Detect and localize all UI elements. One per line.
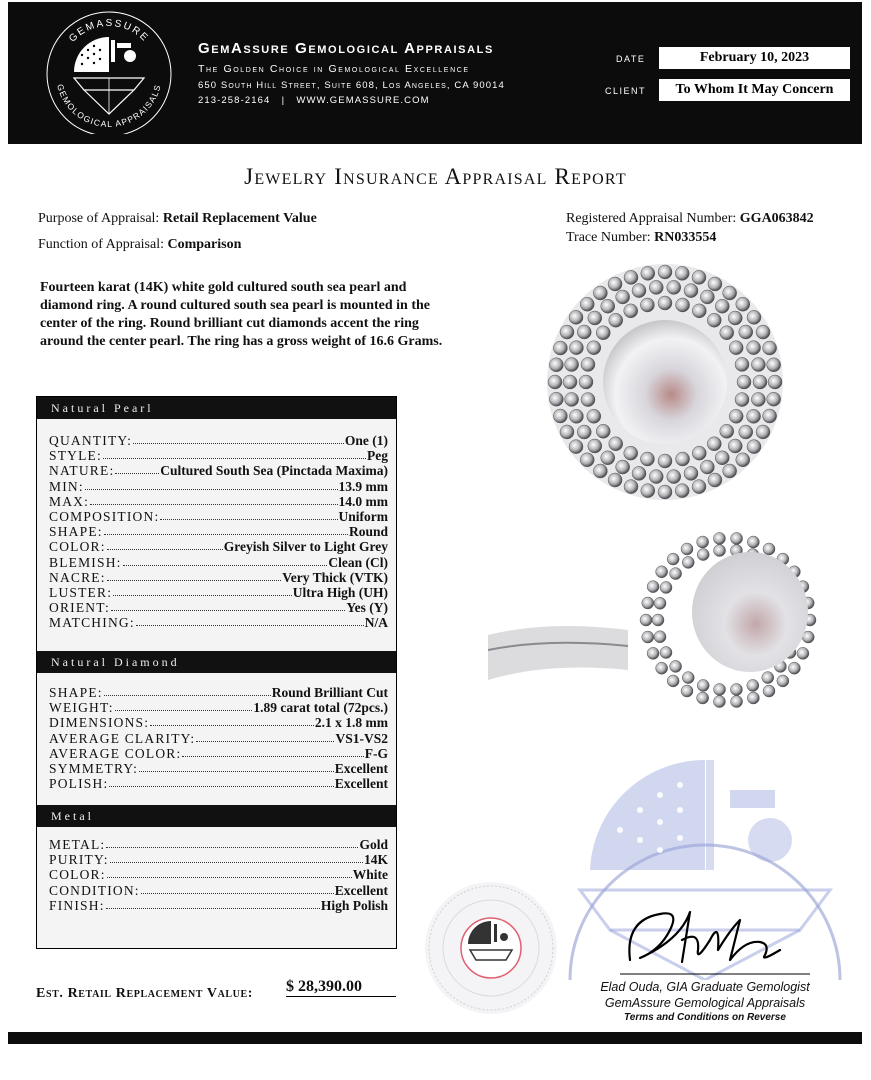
pearl-row-value: Peg [367,448,388,464]
halo-diamond [707,313,721,327]
metal-row [49,837,388,852]
halo-diamond [675,484,689,498]
halo-diamond [692,270,706,284]
halo-diamond [569,310,583,324]
dot-leader [110,852,363,863]
halo-diamond [767,358,781,372]
halo-diamond [549,392,563,406]
pearl-row-label: MATCHING: [49,615,135,631]
pearl-row [49,479,388,494]
halo-diamond [723,286,737,300]
halo-diamond [723,464,737,478]
halo-diamond [762,672,774,684]
halo-diamond [601,299,615,313]
pearl-row [49,600,388,615]
pearl-row-value: Very Thick (VTK) [282,569,388,585]
diamond-heading: Natural Diamond [37,651,396,673]
pearl-row [49,463,388,478]
halo-diamond [616,290,630,304]
dot-leader [139,761,334,772]
halo-diamond [753,375,767,389]
purpose-label: Purpose of Appraisal: [38,211,160,226]
dot-leader [136,615,364,626]
diamond-row-label: SHAPE: [49,685,103,700]
function-label: Function of Appraisal: [38,237,164,252]
footer-bar [8,1032,862,1044]
halo-diamond [577,325,591,339]
halo-diamond [563,375,577,389]
diamond-row [49,685,388,700]
dot-leader [107,539,223,550]
halo-diamond [739,325,753,339]
halo-diamond [684,284,698,298]
halo-diamond [581,357,595,371]
dot-leader [141,883,334,894]
company-address: 650 South Hill Street, Suite 608, Los Angeles, CA 90014 [198,80,505,91]
halo-diamond [565,358,579,372]
halo-diamond [682,672,694,684]
pearl-row-label: NATURE: [49,463,115,479]
halo-diamond [580,453,594,467]
halo-diamond [715,299,729,313]
gemassure-seal-logo [44,10,174,134]
pearl-row [49,509,388,524]
diamond-row-value: Excellent [334,776,388,792]
diamond-row-value: Round Brilliant Cut [271,685,388,700]
registered-number-line [566,211,814,227]
dot-leader [85,479,338,490]
pearl-row-label: BLEMISH: [49,554,122,570]
halo-diamond [763,409,777,423]
svg-text:GEMASSURE: GEMASSURE [67,17,151,45]
halo-diamond [624,446,638,460]
dot-leader [150,715,314,726]
halo-diamond [609,437,623,451]
halo-diamond [763,685,775,697]
metal-row-value: White [352,867,388,883]
halo-diamond [797,647,809,659]
metal-row-value: High Polish [320,897,388,913]
metal-row-label: CONDITION: [49,882,140,898]
svg-text:GEMOLOGICAL APPRAISALS: GEMOLOGICAL APPRAISALS [55,82,163,130]
company-phone: 213-258-2164 [198,95,271,106]
halo-diamond [624,304,638,318]
halo-diamond [763,341,777,355]
pearl-row-label: ORIENT: [49,600,110,616]
metal-row-label: FINISH: [49,897,105,913]
halo-diamond [632,284,646,298]
pearl-row-value: N/A [364,615,388,631]
halo-diamond [708,277,722,291]
halo-diamond [708,473,722,487]
metal-row [49,867,388,882]
halo-diamond [747,409,761,423]
pearl-row-label: COLOR: [49,539,106,555]
halo-diamond [658,485,672,499]
diamond-row-label: WEIGHT: [49,700,114,716]
halo-diamond [731,696,743,708]
halo-diamond [667,470,681,484]
halo-diamond [553,341,567,355]
diamond-row-value: F-G [364,745,388,761]
estimate-value: $ 28,390.00 [286,978,396,997]
halo-diamond [713,532,725,544]
trace-value: RN033554 [654,230,717,245]
halo-diamond [675,266,689,280]
metal-row-value: Excellent [334,882,388,898]
estimate-label: Est. Retail Replacement Value: [36,986,254,1001]
pearl-row-label: SHAPE: [49,524,103,540]
pearl-row [49,555,388,570]
halo-diamond [640,298,654,312]
pearl-row [49,539,388,554]
dot-leader [115,700,253,711]
halo-diamond [588,311,602,325]
pearl-row-value: One (1) [344,433,388,448]
hologram-seal [408,880,574,1020]
diamond-row-value: Excellent [334,761,388,776]
metal-heading: Metal [37,805,396,827]
item-description: Fourteen karat (14K) white gold cultured south sea pearl and diamond ring. A round cultured south sea pearl is mounted in the center of the ring. Round brilliant cut diamonds accent the ring around the center pearl. The ring has a gross weight of 16.6 Grams. [40,280,443,349]
halo-diamond [777,675,789,687]
dot-leader [106,898,320,909]
halo-diamond [640,452,654,466]
halo-diamond [656,662,668,674]
metal-row [49,852,388,867]
halo-diamond [667,280,681,294]
halo-diamond [728,311,742,325]
pearl-row-value: Round [348,524,388,540]
reg-value: GGA063842 [739,211,814,226]
pearl-heading: Natural Pearl [37,397,396,419]
client-value: To Whom It May Concern [659,79,850,101]
diamond-row-value: 1.89 carat total (72pcs.) [253,700,388,716]
halo-diamond [720,326,734,340]
halo-diamond [581,393,595,407]
halo-diamond [736,453,750,467]
dot-leader [160,509,337,520]
pearl-row-value: Uniform [338,509,388,524]
dot-leader [115,463,159,474]
trace-number-line [566,230,716,246]
halo-diamond [730,683,742,695]
signer-name: Elad Ouda, GIA Graduate Gemologist [600,980,810,994]
dot-leader [107,867,352,878]
client-label: CLIENT [605,86,647,96]
metal-row-label: PURITY: [49,852,109,868]
halo-diamond [697,692,709,704]
halo-diamond [588,439,602,453]
halo-diamond [736,297,750,311]
halo-diamond [739,425,753,439]
halo-diamond [601,451,615,465]
halo-diamond [676,298,690,312]
diamond-row-label: DIMENSIONS: [49,715,150,731]
halo-diamond [560,325,574,339]
halo-diamond [747,536,759,548]
halo-diamond [640,614,652,626]
diamond-row [49,761,388,776]
halo-diamond [681,543,693,555]
pearl-row-value: 13.9 mm [338,478,388,494]
halo-diamond [641,484,655,498]
halo-diamond [587,409,601,423]
signature-graphic [620,900,810,978]
purpose-value: Retail Replacement Value [162,211,317,226]
halo-diamond [565,392,579,406]
halo-diamond [729,341,743,355]
halo-diamond [632,466,646,480]
dot-leader [182,746,363,757]
halo-diamond [616,460,630,474]
halo-diamond [747,692,759,704]
diamond-row [49,731,388,746]
halo-diamond [767,392,781,406]
report-title: Jewelry Insurance Appraisal Report [244,164,627,189]
function-value: Comparison [167,237,242,252]
halo-diamond [642,631,654,643]
pearl-row [49,433,388,448]
dot-leader [123,555,328,566]
pearl-row [49,570,388,585]
halo-diamond [647,647,659,659]
halo-diamond [697,679,709,691]
company-name: GemAssure Gemological Appraisals [198,40,494,57]
pearl-row [49,494,388,509]
halo-diamond [660,647,672,659]
halo-diamond [608,277,622,291]
terms-note: Terms and Conditions on Reverse [624,1012,786,1023]
halo-diamond [681,685,693,697]
company-website: WWW.GEMASSURE.COM [296,95,430,106]
halo-diamond [751,358,765,372]
dot-leader [104,685,271,696]
halo-diamond [641,266,655,280]
halo-diamond [735,393,749,407]
pearl-row [49,585,388,600]
diamond-row-label: AVERAGE COLOR: [49,745,182,761]
dot-leader [90,494,337,505]
pearl-row-label: MIN: [49,478,84,494]
halo-diamond [652,614,664,626]
halo-diamond [608,473,622,487]
function-line [38,237,241,253]
halo-diamond [609,313,623,327]
diamond-row-label: SYMMETRY: [49,761,139,776]
pearl-row-value: Clean (Cl) [328,554,388,570]
halo-diamond [569,341,583,355]
halo-diamond [751,392,765,406]
halo-diamond [560,425,574,439]
date-label: DATE [616,54,646,64]
diamond-row [49,700,388,715]
halo-diamond [728,439,742,453]
dot-leader [133,433,344,444]
halo-diamond [692,446,706,460]
pearl-row-label: LUSTER: [49,585,113,600]
halo-diamond [700,290,714,304]
halo-diamond [714,545,726,557]
company-tagline: The Golden Choice in Gemological Excellence [198,63,470,75]
pearl-row-value: Ultra High (UH) [292,585,388,600]
pearl-row-value: Cultured South Sea (Pinctada Maxima) [160,463,388,479]
halo-diamond [763,543,775,555]
halo-diamond [747,310,761,324]
pearl-row-value: Yes (Y) [346,600,388,616]
pearl-row-label: MAX: [49,493,90,509]
halo-diamond [593,464,607,478]
trace-label: Trace Number: [566,230,651,245]
halo-diamond [735,357,749,371]
halo-diamond [676,452,690,466]
metal-row-value: 14K [363,852,388,868]
pearl-row [49,524,388,539]
halo-diamond [569,409,583,423]
metal-row-label: COLOR: [49,867,106,883]
header-banner [8,2,862,144]
dot-leader [104,524,348,535]
pearl-row-label: COMPOSITION: [49,509,160,524]
halo-diamond [580,297,594,311]
halo-diamond [642,597,654,609]
company-contact: 213-258-2164 | WWW.GEMASSURE.COM [198,95,430,106]
halo-diamond [756,325,770,339]
diamond-row [49,746,388,761]
metal-row [49,898,388,913]
halo-diamond [587,341,601,355]
halo-diamond [700,460,714,474]
halo-diamond [670,568,682,580]
diamond-row [49,715,388,730]
halo-diamond [647,581,659,593]
diamond-row-value: 2.1 x 1.8 mm [314,715,388,731]
halo-diamond [549,358,563,372]
pearl-row-label: QUANTITY: [49,433,133,448]
metal-row-value: Gold [359,837,388,852]
dot-leader [111,600,345,611]
halo-diamond [788,662,800,674]
halo-diamond [658,454,672,468]
halo-diamond [654,597,666,609]
halo-diamond [747,679,759,691]
halo-diamond [667,553,679,565]
dot-leader [109,776,333,787]
dot-leader [196,731,334,742]
pearl-row-label: STYLE: [49,448,102,464]
metal-row-label: METAL: [49,837,106,852]
diamond-row [49,776,388,791]
halo-diamond [667,675,679,687]
halo-diamond [579,375,593,389]
halo-diamond [720,424,734,438]
date-value: February 10, 2023 [659,47,850,69]
halo-diamond [715,451,729,465]
halo-diamond [569,440,583,454]
signer-company: GemAssure Gemological Appraisals [604,996,806,1010]
halo-diamond [656,566,668,578]
pearl-row-label: NACRE: [49,569,106,585]
dot-leader [106,837,358,848]
pearl-row-value: 14.0 mm [338,493,388,509]
halo-diamond [660,581,672,593]
dot-leader [107,570,282,581]
diamond-row-value: VS1-VS2 [335,730,388,746]
ring-top-view-photo [540,262,790,502]
diamond-row-label: AVERAGE CLARITY: [49,730,196,746]
purpose-line [38,211,317,227]
reg-label: Registered Appraisal Number: [566,211,737,226]
halo-diamond [624,270,638,284]
halo-diamond [658,296,672,310]
ring-side-view-photo [488,520,818,730]
metal-row [49,883,388,898]
halo-diamond [714,683,726,695]
halo-diamond [747,440,761,454]
halo-diamond [553,409,567,423]
halo-diamond [692,304,706,318]
halo-diamond [649,280,663,294]
halo-diamond [670,660,682,672]
halo-diamond [692,480,706,494]
pearl-row [49,448,388,463]
halo-diamond [577,425,591,439]
specifications-panel [36,396,397,949]
halo-diamond [649,470,663,484]
halo-diamond [684,466,698,480]
halo-diamond [624,480,638,494]
halo-diamond [596,424,610,438]
halo-diamond [731,532,743,544]
pearl-row-value: Greyish Silver to Light Grey [223,539,388,555]
dot-leader [103,448,366,459]
pearl-row [49,615,388,630]
halo-diamond [548,375,562,389]
halo-diamond [697,536,709,548]
halo-diamond [729,409,743,423]
dot-leader [113,585,292,596]
halo-diamond [682,556,694,568]
halo-diamond [747,341,761,355]
halo-diamond [768,375,782,389]
halo-diamond [707,437,721,451]
halo-diamond [654,631,666,643]
halo-diamond [697,549,709,561]
halo-diamond [756,425,770,439]
diamond-row-label: POLISH: [49,776,109,792]
halo-diamond [658,265,672,279]
halo-diamond [737,375,751,389]
halo-diamond [596,326,610,340]
halo-diamond [713,696,725,708]
halo-diamond [593,286,607,300]
